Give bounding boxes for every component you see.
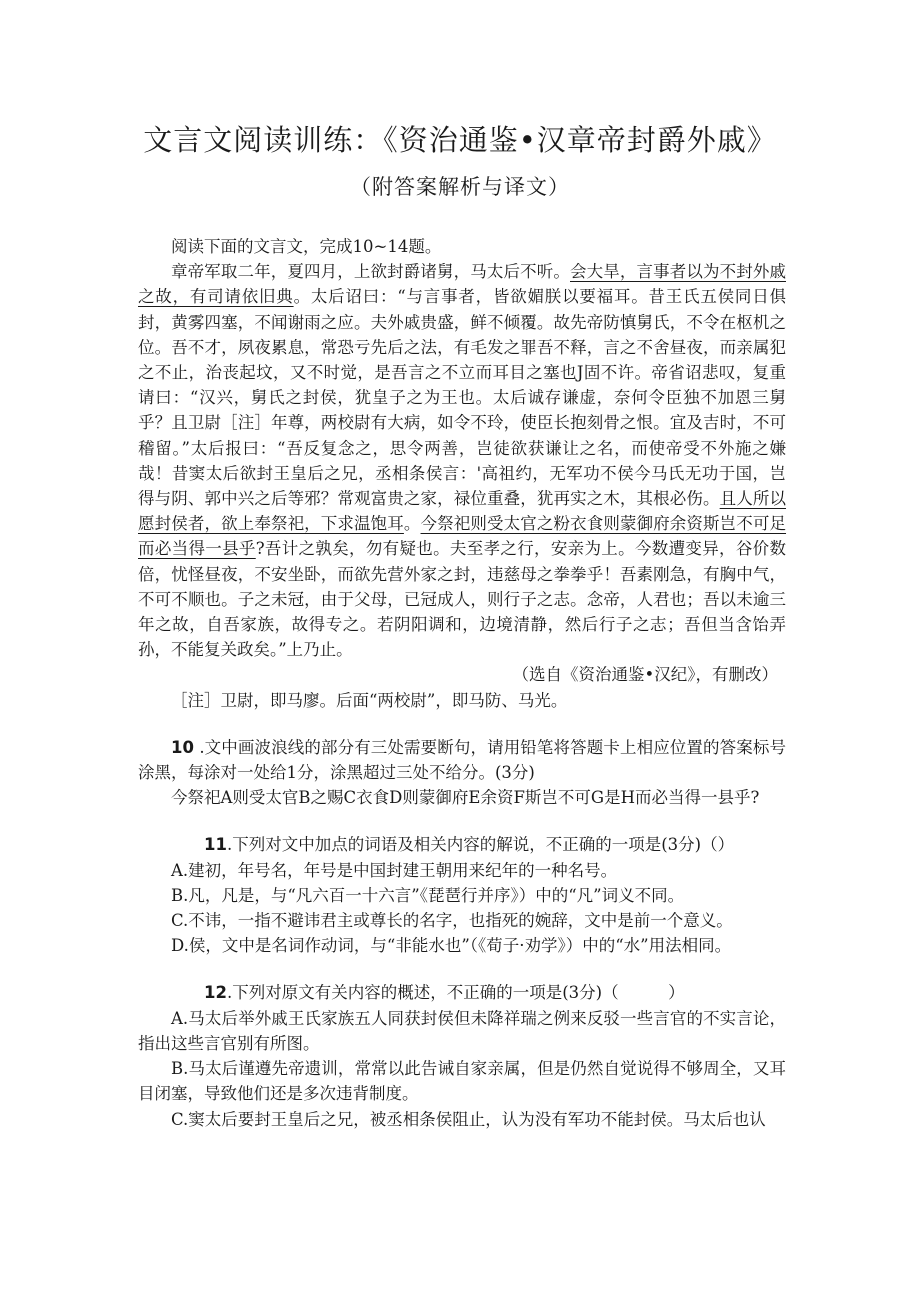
- annotation-note: ［注］卫尉，即马廖。后面“两校尉”，即马防、马光。: [171, 690, 568, 710]
- document-body: [138, 234, 786, 1132]
- question-stem: .下列对文中加点的词语及相关内容的解说，不正确的一项是(3分)（）: [226, 835, 735, 855]
- document-subtitle: （附答案解析与译文）: [350, 175, 570, 199]
- document-title: 文言文阅读训练：《资治通鉴•汉章帝封爵外戚》: [143, 123, 777, 157]
- question-10-text: 今祭祀A则受太官B之赐C衣食D则蒙御府E余资F斯岂不可G是H而必当得一县乎?: [171, 788, 760, 808]
- option-b: B.凡，凡是，与“凡六百一十六言”《琵琶行并序》）中的“凡”词义不同。: [171, 885, 685, 905]
- wavy-underlined-sentence: 今祭祀则受太官之粉衣食则蒙御府余资斯岂不可足而必当得一县乎: [138, 514, 787, 559]
- question-number: 11: [204, 835, 227, 855]
- passage-text: ?吾计之孰矣，勿有疑也。夫至孝之行，安亲为上。今数遭变异，谷价数倍，忧怪昼夜，不安坐卧，而欲先营外家之封，违慈母之拳拳乎！吾素刚急，有胸中气，不可不顺也。子之未冠，由于父母，已冠成人，则行子之志。念帝，人君也；吾以未逾三年之故，自吾家族，故得专之。若阴阳调和，边境清静，然后行子之志；吾但当含饴弄孙，不能复关政矣。”上乃止。: [138, 539, 787, 660]
- question-10: [138, 735, 786, 785]
- option-c: C.窦太后要封王皇后之兄，被丞相条侯阻止，认为没有军功不能封侯。马太后也认: [171, 1109, 766, 1129]
- question-stem: .文中画波浪线的部分有三处需要断句，请用铅笔将答题卡上相应位置的答案标号涂黑，每涂对一处给1分，涂黑超过三处不给分。(3分): [138, 737, 786, 783]
- passage: [138, 259, 786, 662]
- option-a: A.马太后举外戚王氏家族五人同获封侯但未降祥瑞之例来反驳一些言官的不实言论，指出这些言官别有所图。: [138, 1008, 786, 1053]
- option-d: D.侯，文中是名词作动词，与“非能水也”（《荀子·劝学》）中的“水”用法相同。: [171, 936, 732, 956]
- passage-text: 。太后诏曰：“与言事者，皆欲媚朕以要福耳。昔王氏五侯同日俱封，黄雾四塞，不闻谢雨之应。夫外戚贵盛，鲜不倾覆。故先帝防慎舅氏，不令在枢机之位。吾不才，夙夜累息，常恐亏先后之法，有毛发之罪吾不释，言之不舍昼夜，而亲属犯之不止，治丧起坟，又不时觉，是吾言之不立而耳目之塞也J固不许。帝省诏悲叹，复重请曰：“汉兴，舅氏之封侯，犹皇子之为王也。太后诚存谦虚，奈何令臣独不加恩三舅乎？且卫尉［注］年尊，两校尉有大病，如令不玲，使臣长抱刻骨之恨。宜及吉时，不可稽留。”太后报曰：“吾反复念之，思令两善，岂徒欲获谦让之名，而使帝受不外施之嫌哉！昔窦太后欲封王皇后之兄，丞相条侯言：'高祖约，无军功不侯今马氏无功于国，岂得与阴、郭中兴之后等邪？常观富贵之家，禄位重叠，犹再实之木，其根必伤。: [138, 287, 787, 509]
- question-11: [138, 832, 786, 857]
- option-c: C.不讳，一指不避讳君主或尊长的名字，也指死的婉辞，文中是前一个意义。: [171, 911, 733, 931]
- option-a: A.建初，年号名，年号是中国封建王朝用来纪年的一种名号。: [171, 860, 618, 880]
- instruction: 阅读下面的文言文，完成10~14题。: [171, 237, 442, 256]
- underlined-sentence-1: 会大旱，言事者以为不封外戚之故，有司请依旧典: [138, 262, 786, 307]
- underlined-sentence-2: 且人所以愿封侯者，欲上奉祭祀，下求温饱耳: [138, 489, 787, 534]
- passage-text: 章帝军取二年，夏四月，上欲封爵诸舅，马太后不听。: [171, 262, 570, 282]
- question-stem: .下列对原文有关内容的概述，不正确的一项是(3分)（ ）: [226, 983, 685, 1003]
- question-number: 12: [204, 983, 227, 1003]
- source-citation: （选自《资治通鉴•汉纪》，有删改）: [512, 665, 778, 685]
- option-b: B.马太后谨遵先帝遗训，常常以此告诫自家亲属，但是仍然自觉说得不够周全，又耳目闭塞，导致他们还是多次违背制度。: [138, 1059, 786, 1104]
- question-12: [138, 980, 786, 1005]
- question-number: 10: [171, 737, 194, 757]
- passage-text: 。: [403, 514, 421, 534]
